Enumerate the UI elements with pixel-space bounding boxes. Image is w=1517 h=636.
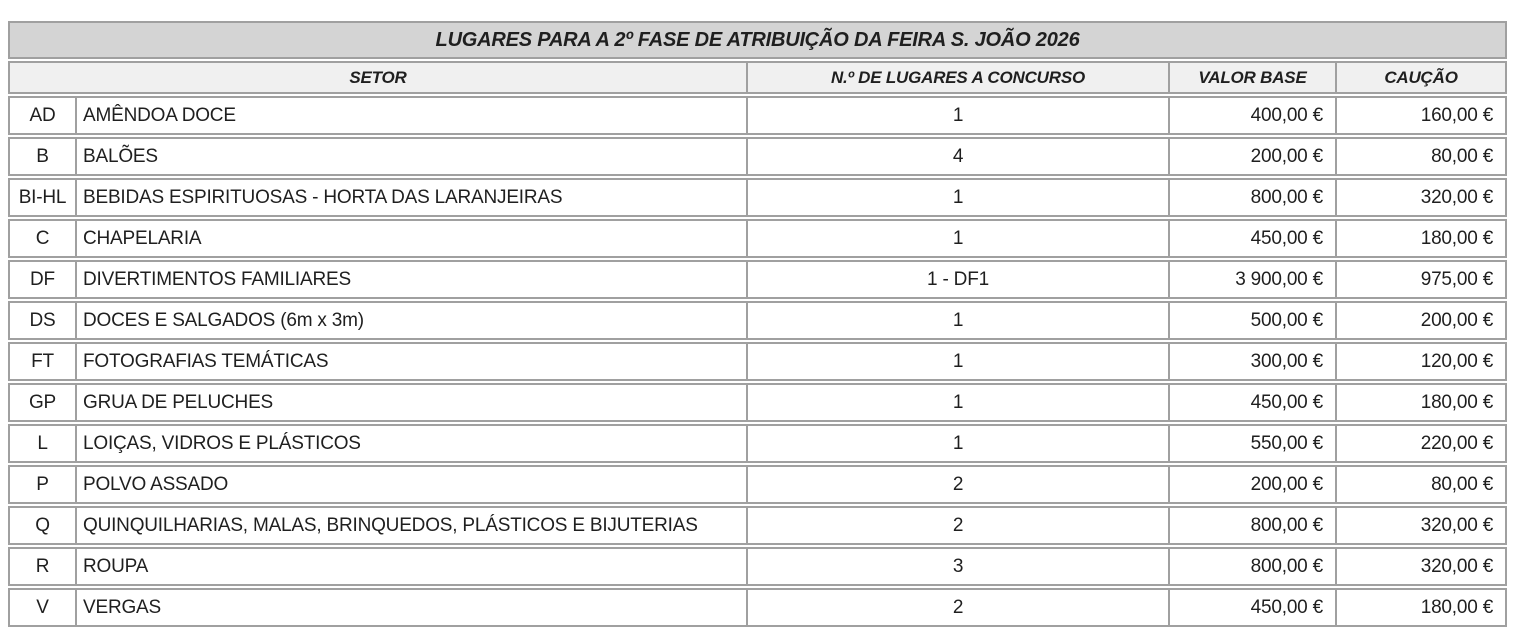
caucao-cell: 80,00 € xyxy=(1337,465,1507,504)
table-row xyxy=(8,219,1507,258)
column-header-lugares: N.º DE LUGARES A CONCURSO xyxy=(748,61,1170,94)
lugares-cell: 2 xyxy=(748,506,1170,545)
table-row xyxy=(8,137,1507,176)
table-row xyxy=(8,96,1507,135)
table-row xyxy=(8,178,1507,217)
sector-code-cell: DF xyxy=(8,260,77,299)
table-row xyxy=(8,465,1507,504)
valor-base-cell: 500,00 € xyxy=(1170,301,1337,340)
caucao-cell: 320,00 € xyxy=(1337,178,1507,217)
valor-base-cell: 800,00 € xyxy=(1170,178,1337,217)
sector-name-cell: QUINQUILHARIAS, MALAS, BRINQUEDOS, PLÁSTICOS E BIJUTERIAS xyxy=(77,506,748,545)
feira-table xyxy=(8,19,1507,629)
sector-code-cell: DS xyxy=(8,301,77,340)
caucao-cell: 180,00 € xyxy=(1337,219,1507,258)
sector-code-cell: L xyxy=(8,424,77,463)
lugares-cell: 2 xyxy=(748,588,1170,627)
lugares-cell: 4 xyxy=(748,137,1170,176)
table-row xyxy=(8,547,1507,586)
caucao-cell: 120,00 € xyxy=(1337,342,1507,381)
column-header-setor: SETOR xyxy=(8,61,748,94)
valor-base-cell: 200,00 € xyxy=(1170,137,1337,176)
sector-name-cell: DIVERTIMENTOS FAMILIARES xyxy=(77,260,748,299)
valor-base-cell: 800,00 € xyxy=(1170,547,1337,586)
sector-name-cell: FOTOGRAFIAS TEMÁTICAS xyxy=(77,342,748,381)
table-row xyxy=(8,588,1507,627)
caucao-cell: 320,00 € xyxy=(1337,547,1507,586)
sector-code-cell: P xyxy=(8,465,77,504)
sector-code-cell: B xyxy=(8,137,77,176)
sector-name-cell: DOCES E SALGADOS (6m x 3m) xyxy=(77,301,748,340)
table-row xyxy=(8,301,1507,340)
table-row xyxy=(8,342,1507,381)
title-row xyxy=(8,21,1507,59)
lugares-cell: 2 xyxy=(748,465,1170,504)
sector-code-cell: FT xyxy=(8,342,77,381)
valor-base-cell: 200,00 € xyxy=(1170,465,1337,504)
valor-base-cell: 300,00 € xyxy=(1170,342,1337,381)
sector-name-cell: GRUA DE PELUCHES xyxy=(77,383,748,422)
sector-code-cell: AD xyxy=(8,96,77,135)
lugares-cell: 1 xyxy=(748,342,1170,381)
caucao-cell: 160,00 € xyxy=(1337,96,1507,135)
lugares-cell: 3 xyxy=(748,547,1170,586)
sector-name-cell: CHAPELARIA xyxy=(77,219,748,258)
lugares-cell: 1 xyxy=(748,383,1170,422)
lugares-cell: 1 xyxy=(748,301,1170,340)
column-header-valor-base: VALOR BASE xyxy=(1170,61,1337,94)
lugares-cell: 1 xyxy=(748,424,1170,463)
lugares-cell: 1 - DF1 xyxy=(748,260,1170,299)
column-header-caucao: CAUÇÃO xyxy=(1337,61,1507,94)
valor-base-cell: 450,00 € xyxy=(1170,219,1337,258)
table-head xyxy=(8,21,1507,94)
sector-code-cell: Q xyxy=(8,506,77,545)
caucao-cell: 180,00 € xyxy=(1337,588,1507,627)
table-title: LUGARES PARA A 2º FASE DE ATRIBUIÇÃO DA FEIRA S. JOÃO 2026 xyxy=(8,21,1507,59)
valor-base-cell: 3 900,00 € xyxy=(1170,260,1337,299)
sector-name-cell: AMÊNDOA DOCE xyxy=(77,96,748,135)
header-row xyxy=(8,61,1507,94)
valor-base-cell: 400,00 € xyxy=(1170,96,1337,135)
table-row xyxy=(8,506,1507,545)
valor-base-cell: 800,00 € xyxy=(1170,506,1337,545)
sector-code-cell: R xyxy=(8,547,77,586)
sector-code-cell: BI-HL xyxy=(8,178,77,217)
sector-name-cell: BALÕES xyxy=(77,137,748,176)
caucao-cell: 220,00 € xyxy=(1337,424,1507,463)
caucao-cell: 180,00 € xyxy=(1337,383,1507,422)
sector-name-cell: LOIÇAS, VIDROS E PLÁSTICOS xyxy=(77,424,748,463)
table-row xyxy=(8,424,1507,463)
sector-name-cell: POLVO ASSADO xyxy=(77,465,748,504)
lugares-cell: 1 xyxy=(748,96,1170,135)
valor-base-cell: 450,00 € xyxy=(1170,383,1337,422)
lugares-cell: 1 xyxy=(748,178,1170,217)
table-body xyxy=(8,96,1507,627)
lugares-cell: 1 xyxy=(748,219,1170,258)
caucao-cell: 975,00 € xyxy=(1337,260,1507,299)
table-row xyxy=(8,260,1507,299)
caucao-cell: 80,00 € xyxy=(1337,137,1507,176)
table-row xyxy=(8,383,1507,422)
sector-name-cell: ROUPA xyxy=(77,547,748,586)
valor-base-cell: 550,00 € xyxy=(1170,424,1337,463)
caucao-cell: 200,00 € xyxy=(1337,301,1507,340)
sector-code-cell: GP xyxy=(8,383,77,422)
caucao-cell: 320,00 € xyxy=(1337,506,1507,545)
valor-base-cell: 450,00 € xyxy=(1170,588,1337,627)
sector-name-cell: VERGAS xyxy=(77,588,748,627)
sector-code-cell: V xyxy=(8,588,77,627)
sector-name-cell: BEBIDAS ESPIRITUOSAS - HORTA DAS LARANJEIRAS xyxy=(77,178,748,217)
sector-code-cell: C xyxy=(8,219,77,258)
